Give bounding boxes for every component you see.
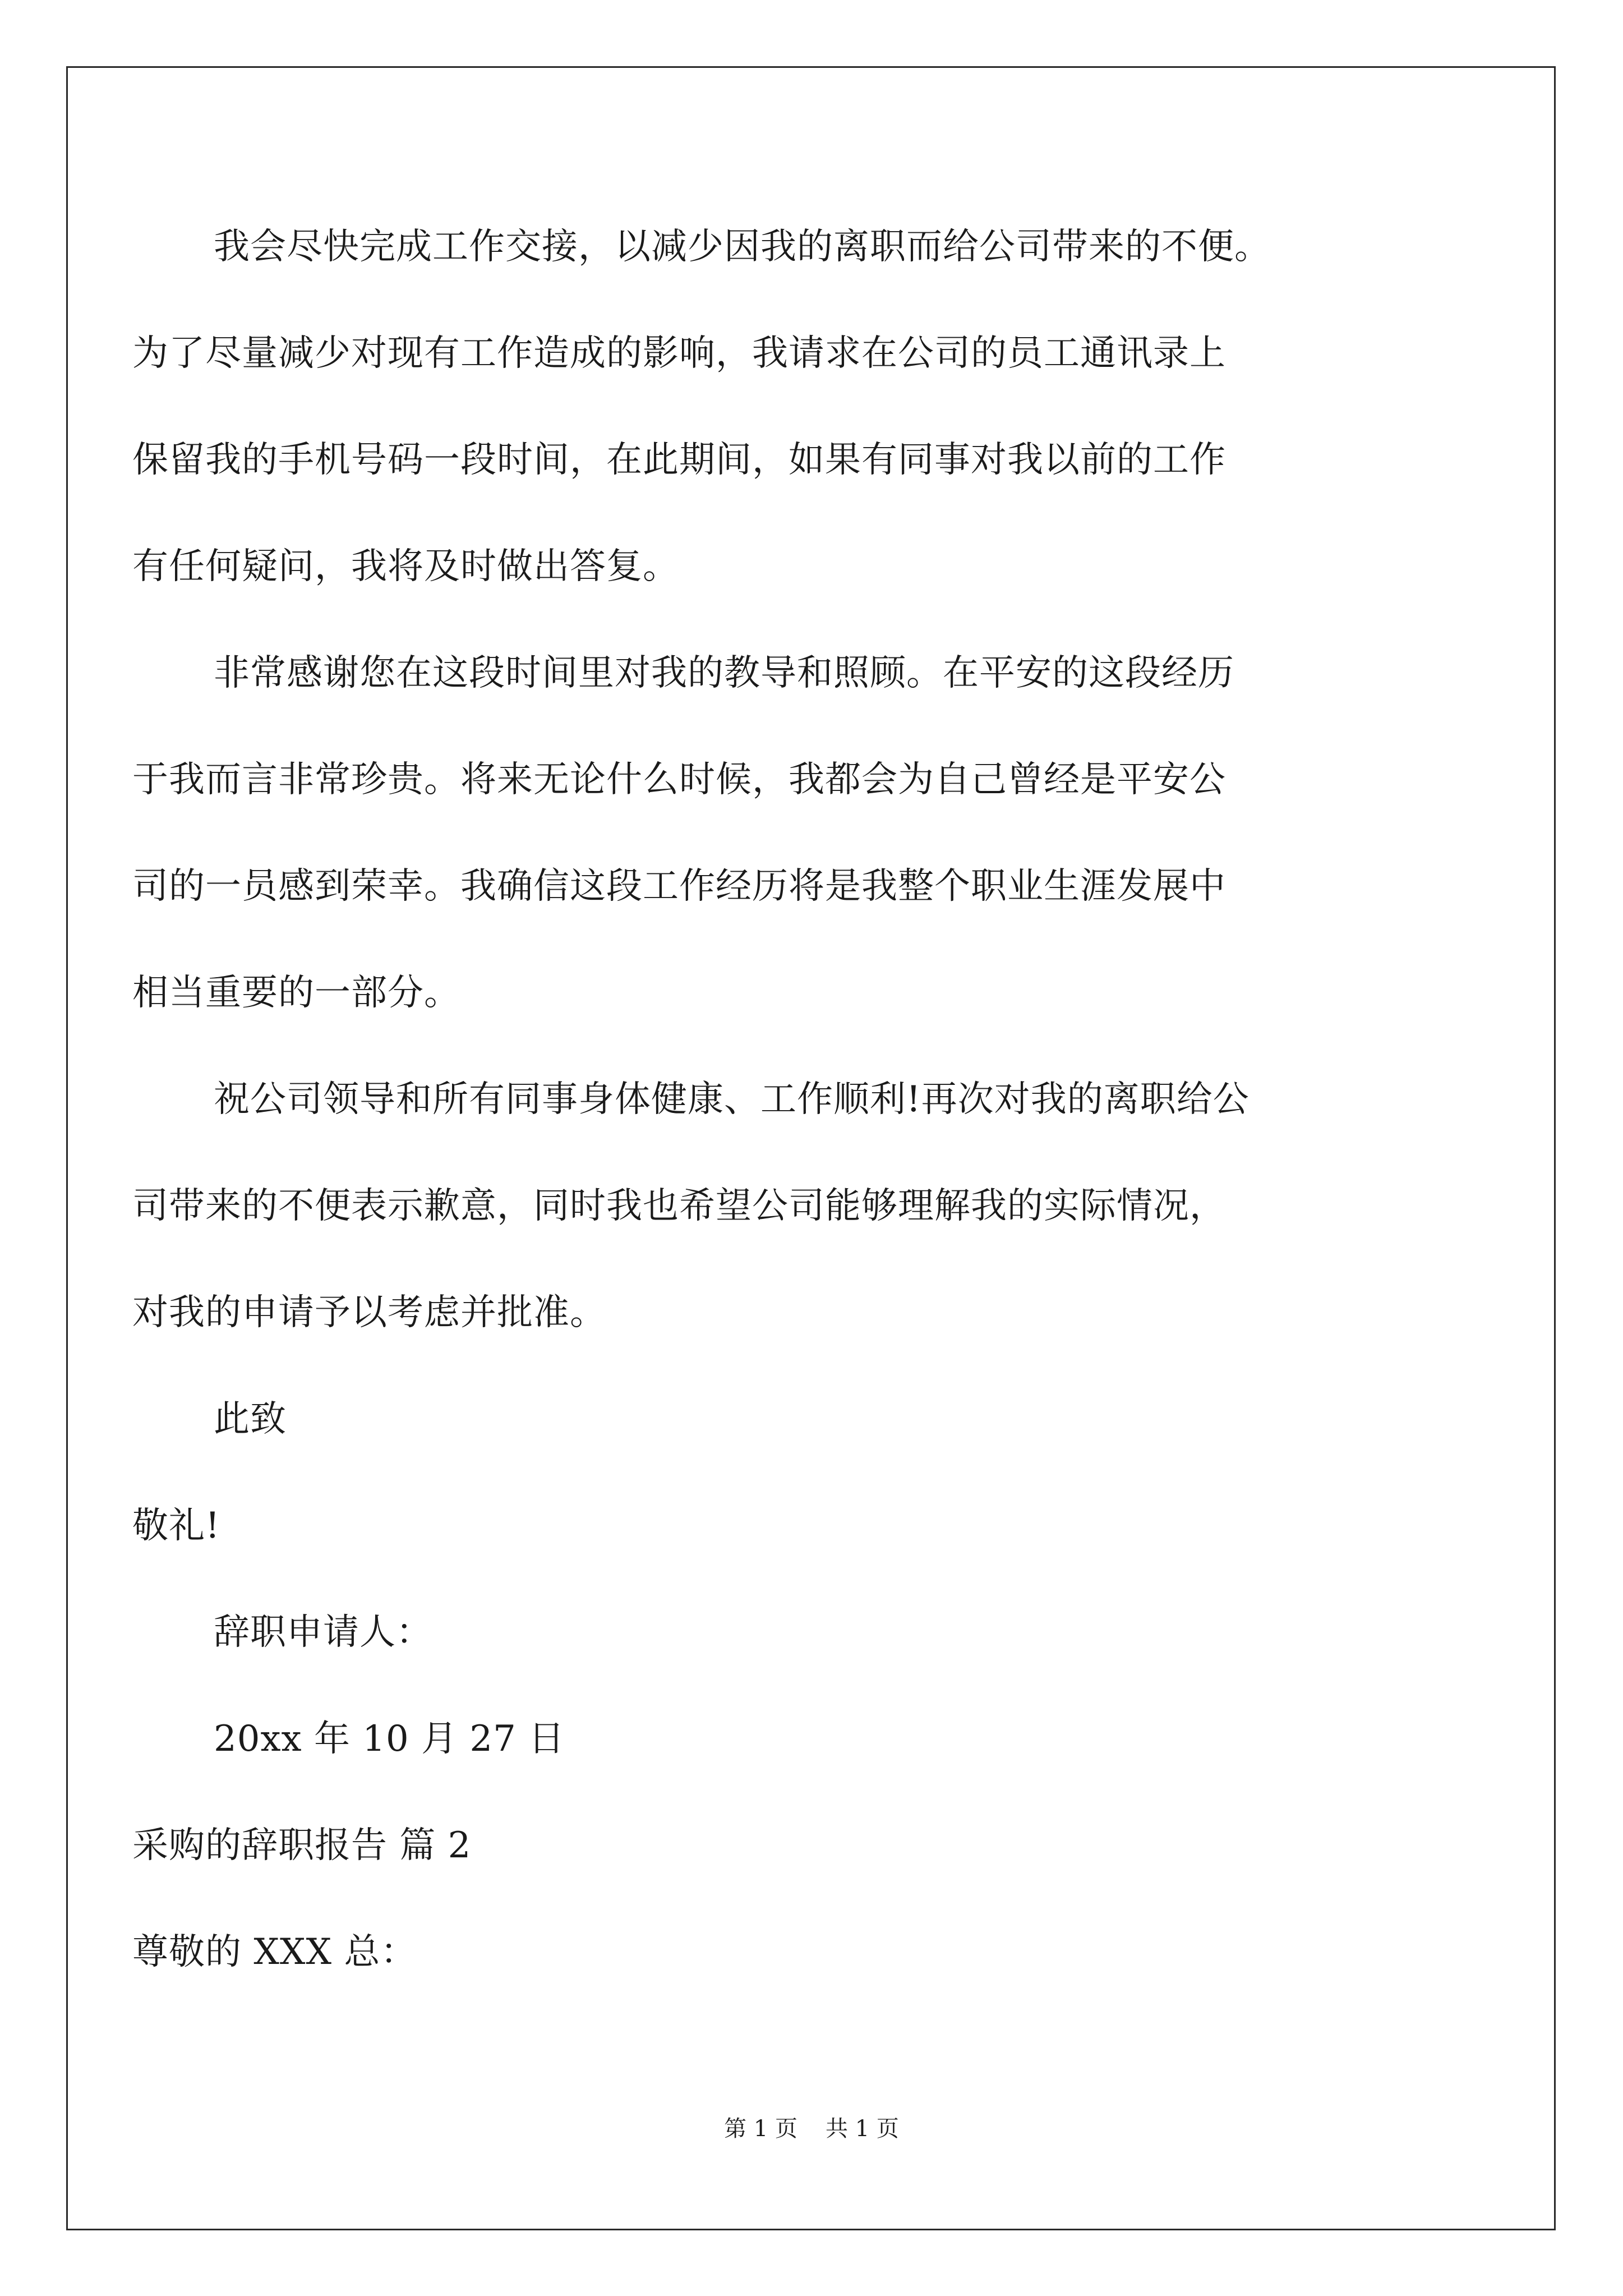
paragraph-3-line-2: 司带来的不便表示歉意，同时我也希望公司能够理解我的实际情况， — [132, 1185, 1226, 1227]
paragraph-3-line-3: 对我的申请予以考虑并批准。 — [132, 1292, 606, 1333]
paragraph-1-line-4: 有任何疑问，我将及时做出答复。 — [132, 546, 679, 587]
closing-salutation: 此致 — [214, 1398, 287, 1440]
applicant-label: 辞职申请人： — [214, 1612, 432, 1653]
page-border — [66, 66, 1556, 2230]
page-number-current: 第 1 页 — [724, 2116, 797, 2142]
section-2-heading: 采购的辞职报告 篇 2 — [132, 1825, 472, 1866]
letter-date: 20xx 年 10 月 27 日 — [214, 1718, 565, 1760]
paragraph-1-line-2: 为了尽量减少对现有工作造成的影响，我请求在公司的员工通讯录上 — [132, 333, 1226, 374]
page-number-total: 共 1 页 — [826, 2116, 899, 2142]
paragraph-3-line-1: 祝公司领导和所有同事身体健康、工作顺利!再次对我的离职给公 — [214, 1079, 1249, 1120]
paragraph-2-line-2: 于我而言非常珍贵。将来无论什么时候，我都会为自己曾经是平安公 — [132, 759, 1226, 800]
paragraph-2-line-1: 非常感谢您在这段时间里对我的教导和照顾。在平安的这段经历 — [214, 652, 1234, 694]
paragraph-1-line-1: 我会尽快完成工作交接，以减少因我的离职而给公司带来的不便。 — [214, 226, 1271, 268]
page-footer — [0, 2115, 1623, 2143]
paragraph-1-line-3: 保留我的手机号码一段时间，在此期间，如果有同事对我以前的工作 — [132, 439, 1226, 481]
paragraph-2-line-4: 相当重要的一部分。 — [132, 972, 460, 1014]
closing-regards: 敬礼! — [132, 1505, 220, 1547]
section-2-addressee: 尊敬的 XXX 总： — [132, 1931, 417, 1973]
paragraph-2-line-3: 司的一员感到荣幸。我确信这段工作经历将是我整个职业生涯发展中 — [132, 866, 1226, 907]
